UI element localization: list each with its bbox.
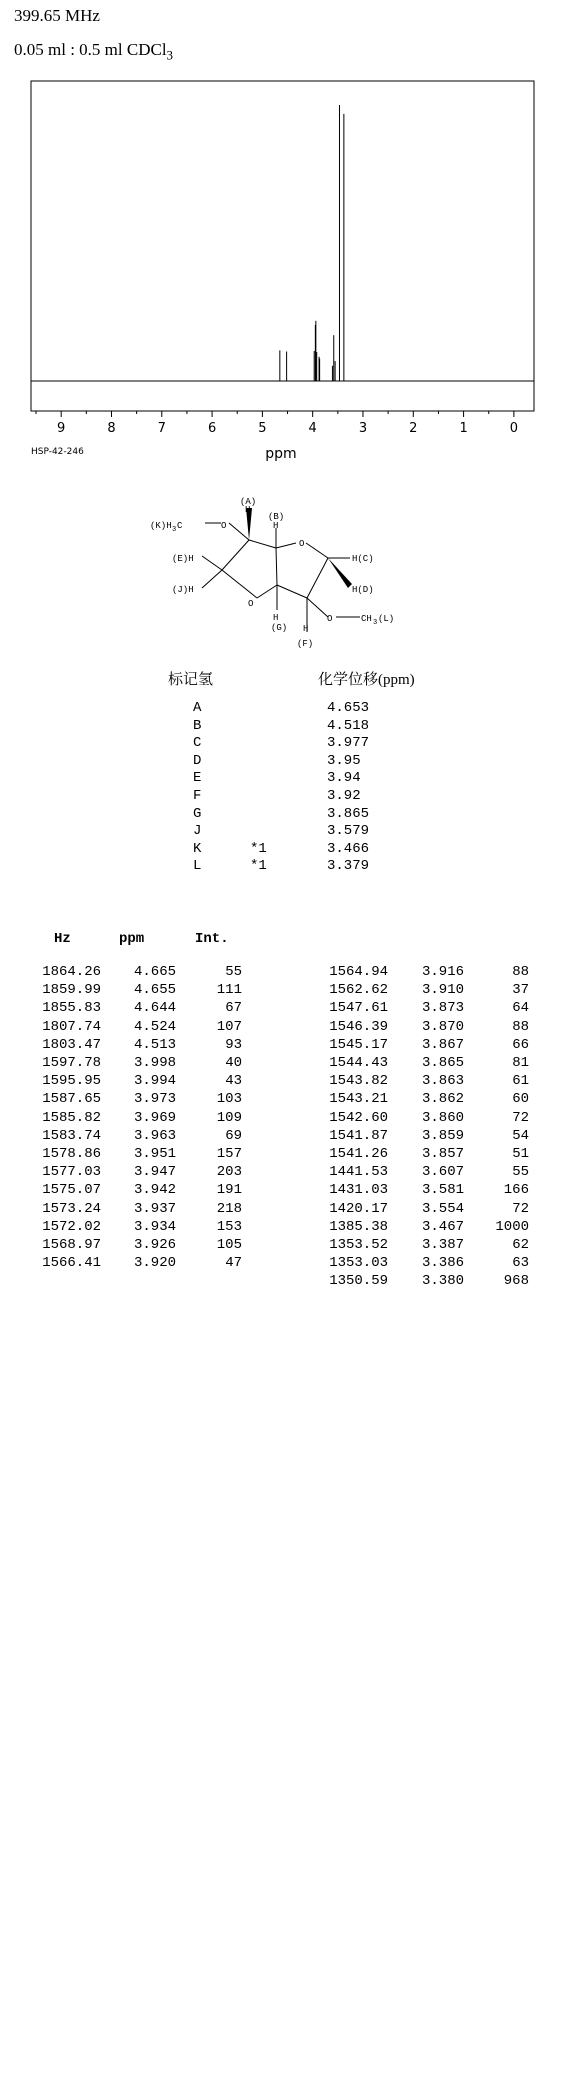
sample-text: 0.05 ml : 0.5 ml CDCl [14,40,167,59]
peak-hz: 1350.59 [329,1273,388,1290]
x-tick-label: 3 [358,421,368,436]
peak-ppm: 3.934 [133,1218,176,1235]
peak-hz: 1353.03 [329,1255,388,1272]
x-tick-label: 8 [107,421,116,436]
peak-ppm: 4.513 [133,1036,176,1053]
mol-label-c: C [177,521,183,531]
peak-ppm: 3.857 [421,1146,464,1162]
peak-hz: 1353.52 [329,1237,388,1253]
assignment-shift: 3.466 [327,840,370,857]
peak-ppm: 3.947 [133,1164,176,1181]
peak-hz: 1543.21 [329,1091,388,1108]
mol-label-k-sub: 3 [172,526,177,534]
peak-ppm: 3.860 [421,1109,464,1126]
peak-intensity: 72 [512,1200,529,1217]
peak-ppm: 3.969 [133,1109,176,1126]
peak-intensity: 968 [503,1273,529,1290]
peak-hz: 1564.94 [329,964,388,980]
peak-hz: 1546.39 [329,1018,388,1035]
peak-intensity: 88 [512,1018,529,1035]
peak-ppm: 3.926 [133,1237,176,1253]
peak-intensity: 111 [216,982,242,999]
peak-ppm: 3.873 [421,1000,464,1017]
peak-hz: 1566.41 [42,1255,101,1272]
peak-ppm: 4.655 [133,982,176,999]
assignment-label: D [193,752,202,769]
peak-ppm: 3.863 [421,1073,464,1090]
peak-hz: 1573.24 [42,1200,101,1217]
peak-intensity: 218 [216,1200,242,1217]
peak-hz: 1575.07 [42,1182,101,1199]
peak-ppm: 3.870 [421,1018,464,1035]
assignment-label: C [193,735,202,752]
peak-intensity: 63 [512,1255,529,1272]
peak-ppm: 3.916 [421,964,464,980]
peak-ppm: 3.867 [421,1036,464,1053]
x-tick-label: 4 [308,421,317,436]
peak-hz: 1568.97 [42,1237,101,1253]
assignment-shift: 3.865 [327,805,370,822]
molecule-structure [0,0,570,660]
peak-intensity: 54 [512,1127,529,1144]
mol-label-ch: CH [361,614,372,624]
peak-hz: 1855.83 [42,1000,101,1017]
peak-intensity: 103 [216,1091,242,1108]
mol-label-k: (K)H [150,521,172,531]
peak-ppm: 3.386 [421,1255,464,1272]
assignment-label: G [193,805,202,822]
peak-hz: 1544.43 [329,1055,388,1071]
peak-ppm: 3.467 [421,1218,464,1235]
peak-intensity: 62 [512,1237,529,1253]
peak-hz: 1441.53 [329,1164,388,1181]
assignment-shift: 3.977 [327,735,370,752]
mol-label-hb: H [273,521,279,531]
peak-hz: 1807.74 [42,1018,101,1035]
sample-subscript: 3 [166,47,174,63]
peak-intensity: 153 [216,1218,242,1235]
peak-hz: 1577.03 [42,1164,101,1181]
peak-intensity: 88 [512,964,529,980]
peak-intensity: 67 [225,1000,242,1017]
mol-label-hg: H [273,613,279,623]
peak-intensity: 64 [512,1000,529,1017]
peak-hz: 1585.82 [42,1109,101,1126]
peak-hz: 1545.17 [329,1036,388,1053]
mol-label-c-h: H(C) [352,554,374,564]
peak-hz: 1385.38 [329,1218,388,1235]
x-tick-label: 9 [57,421,66,436]
x-tick-label: 6 [207,421,217,436]
peak-ppm: 4.665 [133,964,176,980]
peak-ppm: 3.865 [421,1055,464,1071]
peak-hz: 1541.26 [329,1146,388,1162]
peak-intensity: 37 [512,982,529,999]
assignment-header-shift: 化学位移(ppm) [318,672,415,688]
assignment-label: K [193,840,202,857]
mol-label-ha: H [245,505,251,515]
assignment-shift: 4.653 [327,700,370,716]
assignment-label: A [193,700,202,716]
peak-intensity: 55 [225,964,242,980]
peak-hz: 1578.86 [42,1146,101,1162]
assignment-label: J [193,823,202,840]
assignment-label: B [193,717,202,734]
assignment-label: F [193,788,202,804]
mol-label-hf: H [303,624,309,634]
assignment-shift: 4.518 [327,717,370,734]
peak-hz: 1803.47 [42,1036,101,1053]
x-tick-label: 1 [459,421,468,436]
peak-intensity: 66 [512,1036,529,1053]
peak-intensity: 72 [512,1109,529,1126]
peak-intensity: 40 [225,1055,242,1071]
mol-label-o2: O [299,539,305,549]
peak-intensity: 109 [216,1109,242,1126]
peak-ppm: 4.644 [133,1000,176,1017]
spectrometer-frequency: 399.65 MHz [14,6,100,25]
assignment-shift: 3.579 [327,823,370,840]
x-tick-label: 2 [409,421,418,436]
peak-hz: 1597.78 [42,1055,101,1071]
sample-code: HSP-42-246 [31,447,84,457]
peak-header-hz: Hz [54,931,71,947]
peak-ppm: 3.920 [133,1255,176,1272]
peak-hz: 1431.03 [329,1182,388,1199]
peak-intensity: 1000 [495,1218,529,1235]
peak-hz: 1420.17 [329,1200,388,1217]
x-tick-label: 0 [509,421,519,436]
peak-ppm: 3.994 [133,1073,176,1090]
mol-label-g: (G) [271,623,288,633]
peak-hz: 1562.62 [329,982,388,999]
peak-hz: 1572.02 [42,1218,101,1235]
peak-intensity: 60 [512,1091,529,1108]
peak-ppm: 3.862 [421,1091,464,1108]
x-tick-label: 7 [157,421,166,436]
peak-hz: 1547.61 [329,1000,388,1017]
peak-intensity: 51 [512,1146,529,1162]
peak-ppm: 3.387 [421,1237,464,1253]
peak-intensity: 81 [512,1055,529,1071]
peak-intensity: 55 [512,1164,529,1181]
peak-intensity: 107 [216,1018,242,1035]
mol-label-b: (B) [268,512,285,522]
peak-header-int: Int. [195,931,229,947]
assignment-note: *1 [250,858,267,875]
mol-label-l: (L) [378,614,395,624]
assignment-shift: 3.92 [327,788,361,804]
peak-hz: 1864.26 [42,964,101,980]
peak-intensity: 93 [225,1036,242,1053]
peak-ppm: 3.973 [133,1091,176,1108]
assignment-header-label: 标记氢 [168,672,214,688]
mol-label-o4: O [327,614,333,624]
peak-ppm: 4.524 [133,1018,176,1035]
peak-intensity: 43 [225,1073,242,1090]
assignment-shift: 3.94 [327,770,361,787]
peak-intensity: 47 [225,1255,242,1272]
mol-label-f: (F) [297,639,314,649]
peak-ppm: 3.937 [133,1200,176,1217]
peak-intensity: 105 [216,1237,242,1253]
assignment-label: E [193,770,202,787]
mol-label-e: (E)H [172,554,194,564]
peak-intensity: 166 [503,1182,529,1199]
peak-header-ppm: ppm [119,931,145,947]
mol-label-ch-sub: 3 [373,619,378,627]
assignment-label: L [193,858,202,875]
assignment-shift: 3.95 [327,752,361,769]
peak-hz: 1587.65 [42,1091,101,1108]
mol-label-o1: O [221,521,227,531]
peak-hz: 1542.60 [329,1109,388,1126]
peak-hz: 1541.87 [329,1127,388,1144]
peak-intensity: 61 [512,1073,529,1090]
mol-label-d: H(D) [352,585,374,595]
assignment-note: *1 [250,840,267,857]
peak-ppm: 3.998 [133,1055,176,1071]
peak-hz: 1595.95 [42,1073,101,1090]
peak-hz: 1543.82 [329,1073,388,1090]
mol-label-o3: O [248,599,254,609]
peak-ppm: 3.380 [421,1273,464,1290]
assignment-shift: 3.379 [327,858,370,875]
peak-intensity: 157 [216,1146,242,1162]
peak-ppm: 3.554 [421,1200,464,1217]
peak-intensity: 203 [216,1164,242,1181]
mol-label-j: (J)H [172,585,194,595]
peak-ppm: 3.859 [421,1127,464,1144]
peak-ppm: 3.942 [133,1182,176,1199]
x-tick-label: 5 [258,421,267,436]
peak-intensity: 69 [225,1127,242,1144]
peak-ppm: 3.581 [421,1182,464,1199]
peak-ppm: 3.607 [421,1164,464,1181]
x-axis-label: ppm [265,446,297,462]
peak-ppm: 3.910 [421,982,464,999]
peak-ppm: 3.963 [133,1127,176,1144]
mol-label-a: (A) [240,497,257,507]
peak-intensity: 191 [216,1182,242,1199]
peak-hz: 1859.99 [42,982,101,999]
peak-ppm: 3.951 [133,1146,176,1162]
peak-hz: 1583.74 [42,1127,101,1144]
